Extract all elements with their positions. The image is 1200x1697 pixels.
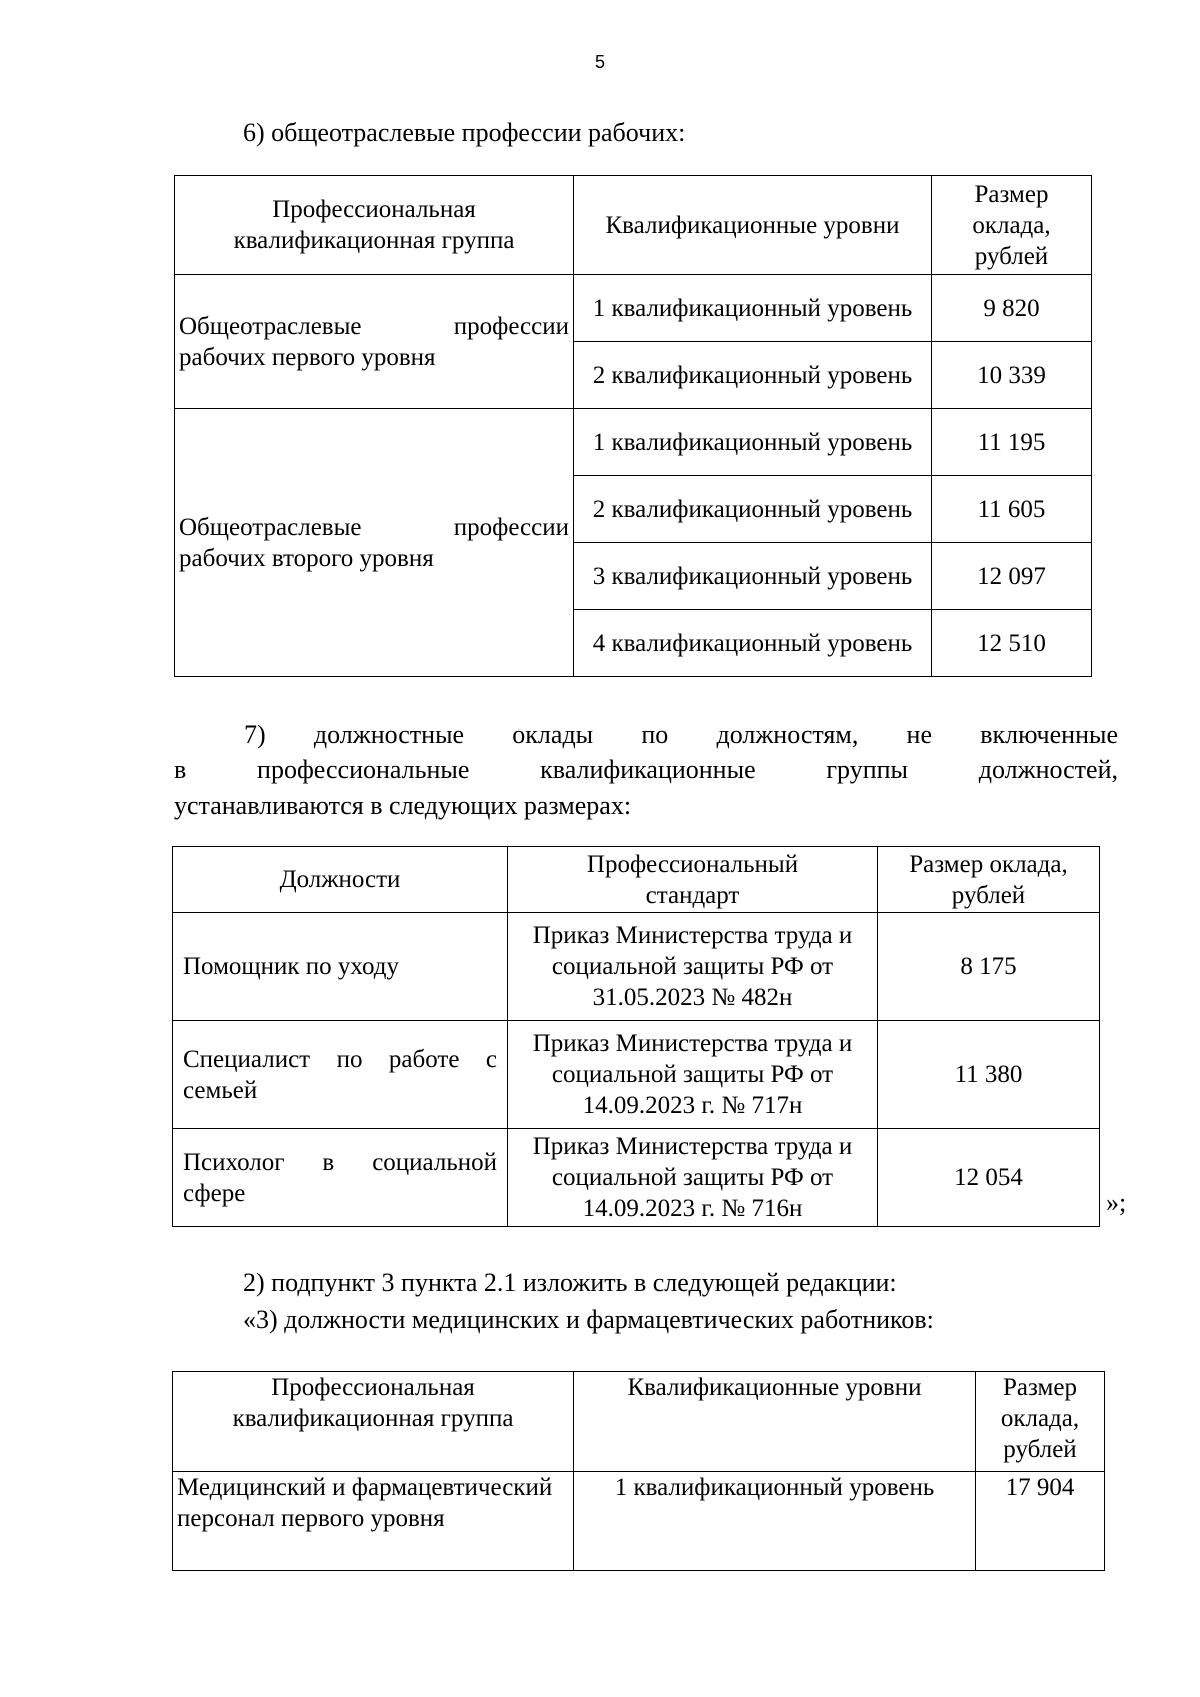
section7-line2: в профессиональные квалификационные группы должностей, [174,755,1118,784]
salary-cell: 12 097 [932,543,1092,610]
level-cell: 1 квалификационный уровень [574,1472,976,1571]
salary-cell: 11 605 [932,476,1092,543]
salary-cell: 10 339 [932,342,1092,409]
group-name-line2: рабочих второго уровня [179,544,434,572]
table-row [173,1129,1100,1227]
group-name-line1: Общеотраслевые профессии [179,312,569,340]
group-cell: Медицинский и фармацевтический персонал первого уровня [173,1472,574,1571]
header-salary: Размер оклада, рублей [932,176,1092,275]
standard-cell: Приказ Министерства труда и социальной защиты РФ от 14.09.2023 г. № 717н [508,1021,878,1129]
amendment-line2: «3) должности медицинских и фармацевтических работников: [243,1305,934,1334]
table-row [173,1021,1100,1129]
group-cell [175,275,574,409]
table-header-row [175,176,1092,275]
salary-cell: 11 195 [932,409,1092,476]
header-position: Должности [173,847,508,913]
group-name-line1: Общеотраслевые профессии [179,513,569,541]
table-header-row [173,1372,1105,1472]
header-standard: Профессиональный стандарт [508,847,878,913]
position-cell: Специалист по работе с семьей [173,1021,508,1129]
header-salary: Размер оклада, рублей [878,847,1100,913]
group-name-line2: рабочих первого уровня [179,343,436,371]
level-cell: 2 квалификационный уровень [574,342,932,409]
header-group: Профессиональная квалификационная группа [175,176,574,275]
group-cell [175,409,574,677]
closing-quote: »; [1106,1188,1127,1217]
header-levels: Квалификационные уровни [574,176,932,275]
table-row [173,1472,1105,1571]
table-row [175,409,1092,476]
header-levels: Квалификационные уровни [574,1372,976,1472]
salary-cell: 9 820 [932,275,1092,342]
section7-line1: 7) должностные оклады по должностям, не включенные [244,720,1118,749]
header-group: Профессиональная квалификационная группа [173,1372,574,1472]
level-cell: 3 квалификационный уровень [574,543,932,610]
other-positions-table [172,846,1100,1227]
section7-line3: устанавливаются в следующих размерах: [174,791,632,820]
amendment-line1: 2) подпункт 3 пункта 2.1 изложить в следующей редакции: [243,1268,897,1297]
salary-cell: 12 054 [878,1129,1100,1227]
level-cell: 1 квалификационный уровень [574,409,932,476]
standard-cell: Приказ Министерства труда и социальной защиты РФ от 14.09.2023 г. № 716н [508,1129,878,1227]
standard-cell: Приказ Министерства труда и социальной защиты РФ от 31.05.2023 № 482н [508,913,878,1021]
salary-cell: 11 380 [878,1021,1100,1129]
salary-cell: 17 904 [976,1472,1105,1571]
salary-cell: 12 510 [932,610,1092,677]
table-row [173,913,1100,1021]
page-number: 5 [594,52,605,72]
header-salary: Размер оклада, рублей [976,1372,1105,1472]
table-header-row [173,847,1100,913]
position-cell: Психолог в социальной сфере [173,1129,508,1227]
salary-cell: 8 175 [878,913,1100,1021]
position-cell: Помощник по уходу [173,913,508,1021]
level-cell: 4 квалификационный уровень [574,610,932,677]
level-cell: 1 квалификационный уровень [574,275,932,342]
section6-intro: 6) общеотраслевые профессии рабочих: [243,118,686,147]
medical-staff-table [172,1371,1105,1571]
table-row [175,275,1092,342]
workers-professions-table [174,175,1092,677]
level-cell: 2 квалификационный уровень [574,476,932,543]
